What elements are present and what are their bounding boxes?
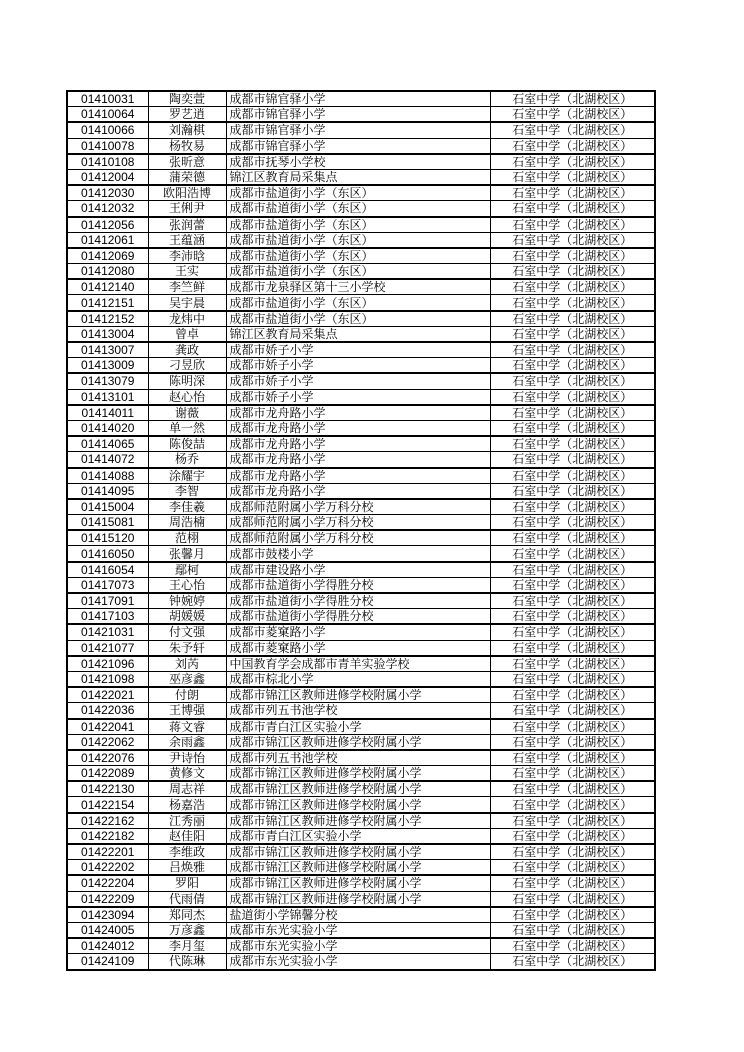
cell-student-id: 01412140	[67, 279, 148, 295]
cell-assigned-school: 石室中学（北湖校区）	[490, 577, 655, 593]
cell-assigned-school: 石室中学（北湖校区）	[490, 875, 655, 891]
cell-student-name: 王俐尹	[148, 201, 226, 217]
cell-assigned-school: 石室中学（北湖校区）	[490, 248, 655, 264]
cell-student-name: 欧阳浩博	[148, 185, 226, 201]
cell-primary-school: 成都市龙舟路小学	[226, 436, 490, 452]
cell-student-name: 万彦鑫	[148, 922, 226, 938]
table-row	[67, 91, 655, 107]
cell-student-name: 王蕴涵	[148, 232, 226, 248]
table-row	[67, 264, 655, 280]
table-row	[67, 468, 655, 484]
cell-primary-school: 成都市东光实验小学	[226, 938, 490, 954]
table-row	[67, 499, 655, 515]
table-row	[67, 671, 655, 687]
cell-student-id: 01423094	[67, 907, 148, 923]
cell-student-id: 01421031	[67, 624, 148, 640]
cell-primary-school: 成都市菱窠路小学	[226, 624, 490, 640]
cell-student-name: 余雨鑫	[148, 734, 226, 750]
cell-assigned-school: 石室中学（北湖校区）	[490, 107, 655, 123]
cell-student-id: 01412032	[67, 201, 148, 217]
cell-student-name: 陈明深	[148, 373, 226, 389]
cell-student-name: 李月玺	[148, 938, 226, 954]
table-row	[67, 797, 655, 813]
cell-student-id: 01416054	[67, 562, 148, 578]
cell-assigned-school: 石室中学（北湖校区）	[490, 91, 655, 107]
cell-student-name: 罗阳	[148, 875, 226, 891]
table-row	[67, 954, 655, 970]
cell-student-name: 涂耀宇	[148, 468, 226, 484]
cell-student-name: 范栩	[148, 530, 226, 546]
cell-primary-school: 成都市盐道街小学得胜分校	[226, 609, 490, 625]
cell-primary-school: 锦江区教育局采集点	[226, 169, 490, 185]
table-row	[67, 609, 655, 625]
table-row	[67, 420, 655, 436]
cell-assigned-school: 石室中学（北湖校区）	[490, 593, 655, 609]
cell-student-id: 01412151	[67, 295, 148, 311]
cell-primary-school: 成都市娇子小学	[226, 389, 490, 405]
table-row	[67, 593, 655, 609]
cell-assigned-school: 石室中学（北湖校区）	[490, 546, 655, 562]
cell-primary-school: 成都市锦官驿小学	[226, 122, 490, 138]
cell-student-id: 01410064	[67, 107, 148, 123]
cell-assigned-school: 石室中学（北湖校区）	[490, 671, 655, 687]
table-row	[67, 185, 655, 201]
cell-student-id: 01422062	[67, 734, 148, 750]
cell-primary-school: 成都市盐道街小学（东区）	[226, 232, 490, 248]
table-row	[67, 248, 655, 264]
cell-assigned-school: 石室中学（北湖校区）	[490, 154, 655, 170]
cell-assigned-school: 石室中学（北湖校区）	[490, 656, 655, 672]
cell-primary-school: 成都市娇子小学	[226, 342, 490, 358]
cell-student-id: 01422021	[67, 687, 148, 703]
table-row	[67, 405, 655, 421]
cell-student-id: 01424109	[67, 954, 148, 970]
cell-student-id: 01412056	[67, 217, 148, 233]
cell-assigned-school: 石室中学（北湖校区）	[490, 562, 655, 578]
cell-assigned-school: 石室中学（北湖校区）	[490, 750, 655, 766]
cell-student-name: 张润蕾	[148, 217, 226, 233]
table-row	[67, 107, 655, 123]
cell-primary-school: 成都师范附属小学万科分校	[226, 515, 490, 531]
table-row	[67, 279, 655, 295]
cell-student-name: 朱予轩	[148, 640, 226, 656]
table-row	[67, 640, 655, 656]
cell-assigned-school: 石室中学（北湖校区）	[490, 264, 655, 280]
table-sheet	[66, 90, 656, 971]
cell-assigned-school: 石室中学（北湖校区）	[490, 217, 655, 233]
cell-student-id: 01422041	[67, 719, 148, 735]
table-row	[67, 373, 655, 389]
cell-assigned-school: 石室中学（北湖校区）	[490, 891, 655, 907]
table-row	[67, 122, 655, 138]
cell-primary-school: 成都市锦官驿小学	[226, 107, 490, 123]
cell-student-id: 01410066	[67, 122, 148, 138]
table-row	[67, 295, 655, 311]
cell-student-id: 01412030	[67, 185, 148, 201]
table-row	[67, 483, 655, 499]
cell-student-name: 代陈琳	[148, 954, 226, 970]
cell-student-name: 刘芮	[148, 656, 226, 672]
cell-student-id: 01414011	[67, 405, 148, 421]
cell-student-name: 李竺鲜	[148, 279, 226, 295]
cell-primary-school: 成都市盐道街小学（东区）	[226, 295, 490, 311]
cell-student-name: 吴宇晨	[148, 295, 226, 311]
cell-student-id: 01412061	[67, 232, 148, 248]
cell-primary-school: 成都市娇子小学	[226, 358, 490, 374]
cell-assigned-school: 石室中学（北湖校区）	[490, 420, 655, 436]
cell-student-id: 01422209	[67, 891, 148, 907]
table-row	[67, 515, 655, 531]
cell-assigned-school: 石室中学（北湖校区）	[490, 468, 655, 484]
cell-student-name: 谢薇	[148, 405, 226, 421]
table-row	[67, 232, 655, 248]
cell-student-id: 01424005	[67, 922, 148, 938]
cell-assigned-school: 石室中学（北湖校区）	[490, 624, 655, 640]
cell-student-name: 刁昱欣	[148, 358, 226, 374]
cell-student-id: 01414020	[67, 420, 148, 436]
cell-student-id: 01422154	[67, 797, 148, 813]
table-row	[67, 813, 655, 829]
cell-student-id: 01412080	[67, 264, 148, 280]
cell-student-id: 01414072	[67, 452, 148, 468]
cell-primary-school: 成都市盐道街小学（东区）	[226, 248, 490, 264]
cell-student-id: 01416050	[67, 546, 148, 562]
cell-assigned-school: 石室中学（北湖校区）	[490, 609, 655, 625]
table-row	[67, 311, 655, 327]
cell-student-name: 巫彦鑫	[148, 671, 226, 687]
cell-student-name: 李智	[148, 483, 226, 499]
cell-student-name: 黄修文	[148, 766, 226, 782]
cell-primary-school: 成都市棕北小学	[226, 671, 490, 687]
cell-primary-school: 盐道街小学锦馨分校	[226, 907, 490, 923]
cell-student-name: 周志祥	[148, 781, 226, 797]
cell-assigned-school: 石室中学（北湖校区）	[490, 530, 655, 546]
table-row	[67, 562, 655, 578]
cell-student-name: 蒋文睿	[148, 719, 226, 735]
cell-student-name: 赵佳阳	[148, 828, 226, 844]
cell-assigned-school: 石室中学（北湖校区）	[490, 279, 655, 295]
table-row	[67, 781, 655, 797]
cell-primary-school: 成都市锦江区教师进修学校附属小学	[226, 797, 490, 813]
cell-student-name: 代雨倩	[148, 891, 226, 907]
cell-student-name: 龚政	[148, 342, 226, 358]
cell-assigned-school: 石室中学（北湖校区）	[490, 813, 655, 829]
cell-primary-school: 成都市盐道街小学得胜分校	[226, 593, 490, 609]
cell-primary-school: 锦江区教育局采集点	[226, 326, 490, 342]
cell-primary-school: 成都师范附属小学万科分校	[226, 499, 490, 515]
cell-primary-school: 成都市龙舟路小学	[226, 452, 490, 468]
cell-assigned-school: 石室中学（北湖校区）	[490, 860, 655, 876]
cell-student-id: 01414095	[67, 483, 148, 499]
cell-assigned-school: 石室中学（北湖校区）	[490, 687, 655, 703]
table-row	[67, 766, 655, 782]
cell-primary-school: 成都市建设路小学	[226, 562, 490, 578]
cell-primary-school: 成都市龙舟路小学	[226, 420, 490, 436]
cell-student-id: 01422204	[67, 875, 148, 891]
table-row	[67, 687, 655, 703]
cell-student-name: 赵心怡	[148, 389, 226, 405]
cell-student-id: 01417091	[67, 593, 148, 609]
table-row	[67, 138, 655, 154]
cell-student-id: 01417103	[67, 609, 148, 625]
cell-assigned-school: 石室中学（北湖校区）	[490, 452, 655, 468]
cell-student-id: 01417073	[67, 577, 148, 593]
roster-body	[67, 91, 655, 970]
cell-primary-school: 成都市锦江区教师进修学校附属小学	[226, 734, 490, 750]
table-row	[67, 734, 655, 750]
cell-assigned-school: 石室中学（北湖校区）	[490, 797, 655, 813]
cell-primary-school: 成都市盐道街小学（东区）	[226, 217, 490, 233]
cell-student-id: 01413007	[67, 342, 148, 358]
cell-student-name: 张昕意	[148, 154, 226, 170]
table-row	[67, 844, 655, 860]
cell-student-name: 单一然	[148, 420, 226, 436]
cell-assigned-school: 石室中学（北湖校区）	[490, 169, 655, 185]
cell-assigned-school: 石室中学（北湖校区）	[490, 201, 655, 217]
cell-student-name: 杨牧易	[148, 138, 226, 154]
cell-assigned-school: 石室中学（北湖校区）	[490, 766, 655, 782]
cell-primary-school: 成都市锦江区教师进修学校附属小学	[226, 844, 490, 860]
cell-primary-school: 成都市盐道街小学（东区）	[226, 185, 490, 201]
cell-student-name: 陈俊喆	[148, 436, 226, 452]
cell-student-id: 01413079	[67, 373, 148, 389]
table-row	[67, 452, 655, 468]
table-row	[67, 828, 655, 844]
cell-student-id: 01412152	[67, 311, 148, 327]
cell-assigned-school: 石室中学（北湖校区）	[490, 185, 655, 201]
cell-student-id: 01424012	[67, 938, 148, 954]
cell-assigned-school: 石室中学（北湖校区）	[490, 640, 655, 656]
cell-assigned-school: 石室中学（北湖校区）	[490, 122, 655, 138]
table-row	[67, 326, 655, 342]
cell-student-name: 郑同杰	[148, 907, 226, 923]
cell-student-id: 01422202	[67, 860, 148, 876]
cell-student-name: 王心怡	[148, 577, 226, 593]
cell-assigned-school: 石室中学（北湖校区）	[490, 719, 655, 735]
student-assignment-table	[66, 90, 656, 971]
table-row	[67, 656, 655, 672]
cell-student-name: 罗艺逍	[148, 107, 226, 123]
cell-student-name: 龙炜中	[148, 311, 226, 327]
cell-student-id: 01422130	[67, 781, 148, 797]
cell-primary-school: 成都市锦江区教师进修学校附属小学	[226, 766, 490, 782]
cell-assigned-school: 石室中学（北湖校区）	[490, 405, 655, 421]
cell-student-id: 01422036	[67, 703, 148, 719]
cell-student-id: 01422089	[67, 766, 148, 782]
cell-student-name: 王博强	[148, 703, 226, 719]
table-row	[67, 577, 655, 593]
cell-student-name: 曾卓	[148, 326, 226, 342]
cell-primary-school: 成都市盐道街小学（东区）	[226, 311, 490, 327]
cell-assigned-school: 石室中学（北湖校区）	[490, 828, 655, 844]
table-row	[67, 860, 655, 876]
cell-primary-school: 中国教育学会成都市青羊实验学校	[226, 656, 490, 672]
cell-student-name: 付文强	[148, 624, 226, 640]
table-row	[67, 624, 655, 640]
cell-assigned-school: 石室中学（北湖校区）	[490, 436, 655, 452]
cell-student-name: 陶奕萱	[148, 91, 226, 107]
cell-primary-school: 成都市抚琴小学校	[226, 154, 490, 170]
cell-assigned-school: 石室中学（北湖校区）	[490, 515, 655, 531]
cell-student-id: 01414065	[67, 436, 148, 452]
cell-assigned-school: 石室中学（北湖校区）	[490, 358, 655, 374]
cell-student-id: 01414088	[67, 468, 148, 484]
cell-primary-school: 成都市娇子小学	[226, 373, 490, 389]
cell-assigned-school: 石室中学（北湖校区）	[490, 907, 655, 923]
cell-student-name: 李沛晗	[148, 248, 226, 264]
cell-student-id: 01422076	[67, 750, 148, 766]
table-row	[67, 389, 655, 405]
cell-primary-school: 成都市盐道街小学（东区）	[226, 201, 490, 217]
cell-student-id: 01421077	[67, 640, 148, 656]
cell-assigned-school: 石室中学（北湖校区）	[490, 295, 655, 311]
cell-student-id: 01422162	[67, 813, 148, 829]
cell-assigned-school: 石室中学（北湖校区）	[490, 342, 655, 358]
cell-assigned-school: 石室中学（北湖校区）	[490, 954, 655, 970]
cell-primary-school: 成都市菱窠路小学	[226, 640, 490, 656]
table-row	[67, 154, 655, 170]
cell-primary-school: 成都市东光实验小学	[226, 922, 490, 938]
cell-primary-school: 成都市青白江区实验小学	[226, 828, 490, 844]
table-row	[67, 938, 655, 954]
cell-assigned-school: 石室中学（北湖校区）	[490, 373, 655, 389]
table-row	[67, 358, 655, 374]
table-row	[67, 169, 655, 185]
cell-assigned-school: 石室中学（北湖校区）	[490, 703, 655, 719]
cell-assigned-school: 石室中学（北湖校区）	[490, 499, 655, 515]
cell-assigned-school: 石室中学（北湖校区）	[490, 844, 655, 860]
cell-student-name: 吕焕雅	[148, 860, 226, 876]
cell-assigned-school: 石室中学（北湖校区）	[490, 326, 655, 342]
cell-student-id: 01415004	[67, 499, 148, 515]
table-row	[67, 907, 655, 923]
cell-primary-school: 成都市盐道街小学得胜分校	[226, 577, 490, 593]
cell-primary-school: 成都市龙舟路小学	[226, 483, 490, 499]
cell-student-id: 01422182	[67, 828, 148, 844]
cell-primary-school: 成都市列五书池学校	[226, 750, 490, 766]
cell-student-name: 鄢柯	[148, 562, 226, 578]
table-row	[67, 201, 655, 217]
cell-student-name: 刘瀚棋	[148, 122, 226, 138]
cell-student-id: 01415120	[67, 530, 148, 546]
cell-primary-school: 成都市锦官驿小学	[226, 91, 490, 107]
cell-assigned-school: 石室中学（北湖校区）	[490, 311, 655, 327]
cell-primary-school: 成都师范附属小学万科分校	[226, 530, 490, 546]
cell-student-name: 杨嘉浩	[148, 797, 226, 813]
cell-student-id: 01413009	[67, 358, 148, 374]
cell-assigned-school: 石室中学（北湖校区）	[490, 389, 655, 405]
table-row	[67, 530, 655, 546]
cell-student-id: 01410078	[67, 138, 148, 154]
cell-primary-school: 成都市鼓楼小学	[226, 546, 490, 562]
cell-student-name: 江秀丽	[148, 813, 226, 829]
cell-student-id: 01412004	[67, 169, 148, 185]
table-row	[67, 922, 655, 938]
cell-assigned-school: 石室中学（北湖校区）	[490, 922, 655, 938]
table-row	[67, 217, 655, 233]
cell-student-name: 张馨月	[148, 546, 226, 562]
table-row	[67, 891, 655, 907]
table-row	[67, 750, 655, 766]
cell-student-name: 周浩楠	[148, 515, 226, 531]
cell-primary-school: 成都市东光实验小学	[226, 954, 490, 970]
cell-student-name: 尹诗怡	[148, 750, 226, 766]
cell-primary-school: 成都市锦江区教师进修学校附属小学	[226, 860, 490, 876]
cell-assigned-school: 石室中学（北湖校区）	[490, 734, 655, 750]
cell-primary-school: 成都市锦江区教师进修学校附属小学	[226, 687, 490, 703]
cell-student-name: 杨乔	[148, 452, 226, 468]
table-row	[67, 436, 655, 452]
cell-student-name: 钟婉婷	[148, 593, 226, 609]
cell-primary-school: 成都市青白江区实验小学	[226, 719, 490, 735]
cell-student-name: 胡媛媛	[148, 609, 226, 625]
cell-primary-school: 成都市龙泉驿区第十三小学校	[226, 279, 490, 295]
cell-primary-school: 成都市盐道街小学（东区）	[226, 264, 490, 280]
cell-primary-school: 成都市锦官驿小学	[226, 138, 490, 154]
cell-student-name: 李佳羲	[148, 499, 226, 515]
table-row	[67, 546, 655, 562]
cell-student-id: 01422201	[67, 844, 148, 860]
table-row	[67, 875, 655, 891]
cell-primary-school: 成都市锦江区教师进修学校附属小学	[226, 891, 490, 907]
cell-primary-school: 成都市锦江区教师进修学校附属小学	[226, 813, 490, 829]
cell-assigned-school: 石室中学（北湖校区）	[490, 138, 655, 154]
cell-student-id: 01421098	[67, 671, 148, 687]
cell-primary-school: 成都市锦江区教师进修学校附属小学	[226, 875, 490, 891]
cell-primary-school: 成都市列五书池学校	[226, 703, 490, 719]
cell-assigned-school: 石室中学（北湖校区）	[490, 938, 655, 954]
table-row	[67, 342, 655, 358]
cell-assigned-school: 石室中学（北湖校区）	[490, 232, 655, 248]
cell-student-name: 李维政	[148, 844, 226, 860]
cell-primary-school: 成都市锦江区教师进修学校附属小学	[226, 781, 490, 797]
cell-student-id: 01415081	[67, 515, 148, 531]
cell-student-id: 01413004	[67, 326, 148, 342]
cell-assigned-school: 石室中学（北湖校区）	[490, 483, 655, 499]
cell-assigned-school: 石室中学（北湖校区）	[490, 781, 655, 797]
cell-primary-school: 成都市龙舟路小学	[226, 405, 490, 421]
cell-student-id: 01410108	[67, 154, 148, 170]
table-row	[67, 703, 655, 719]
cell-student-id: 01413101	[67, 389, 148, 405]
cell-student-name: 王实	[148, 264, 226, 280]
cell-student-id: 01421096	[67, 656, 148, 672]
cell-student-id: 01410031	[67, 91, 148, 107]
cell-student-id: 01412069	[67, 248, 148, 264]
cell-student-name: 蒲荣德	[148, 169, 226, 185]
table-row	[67, 719, 655, 735]
cell-primary-school: 成都市龙舟路小学	[226, 468, 490, 484]
cell-student-name: 付朗	[148, 687, 226, 703]
